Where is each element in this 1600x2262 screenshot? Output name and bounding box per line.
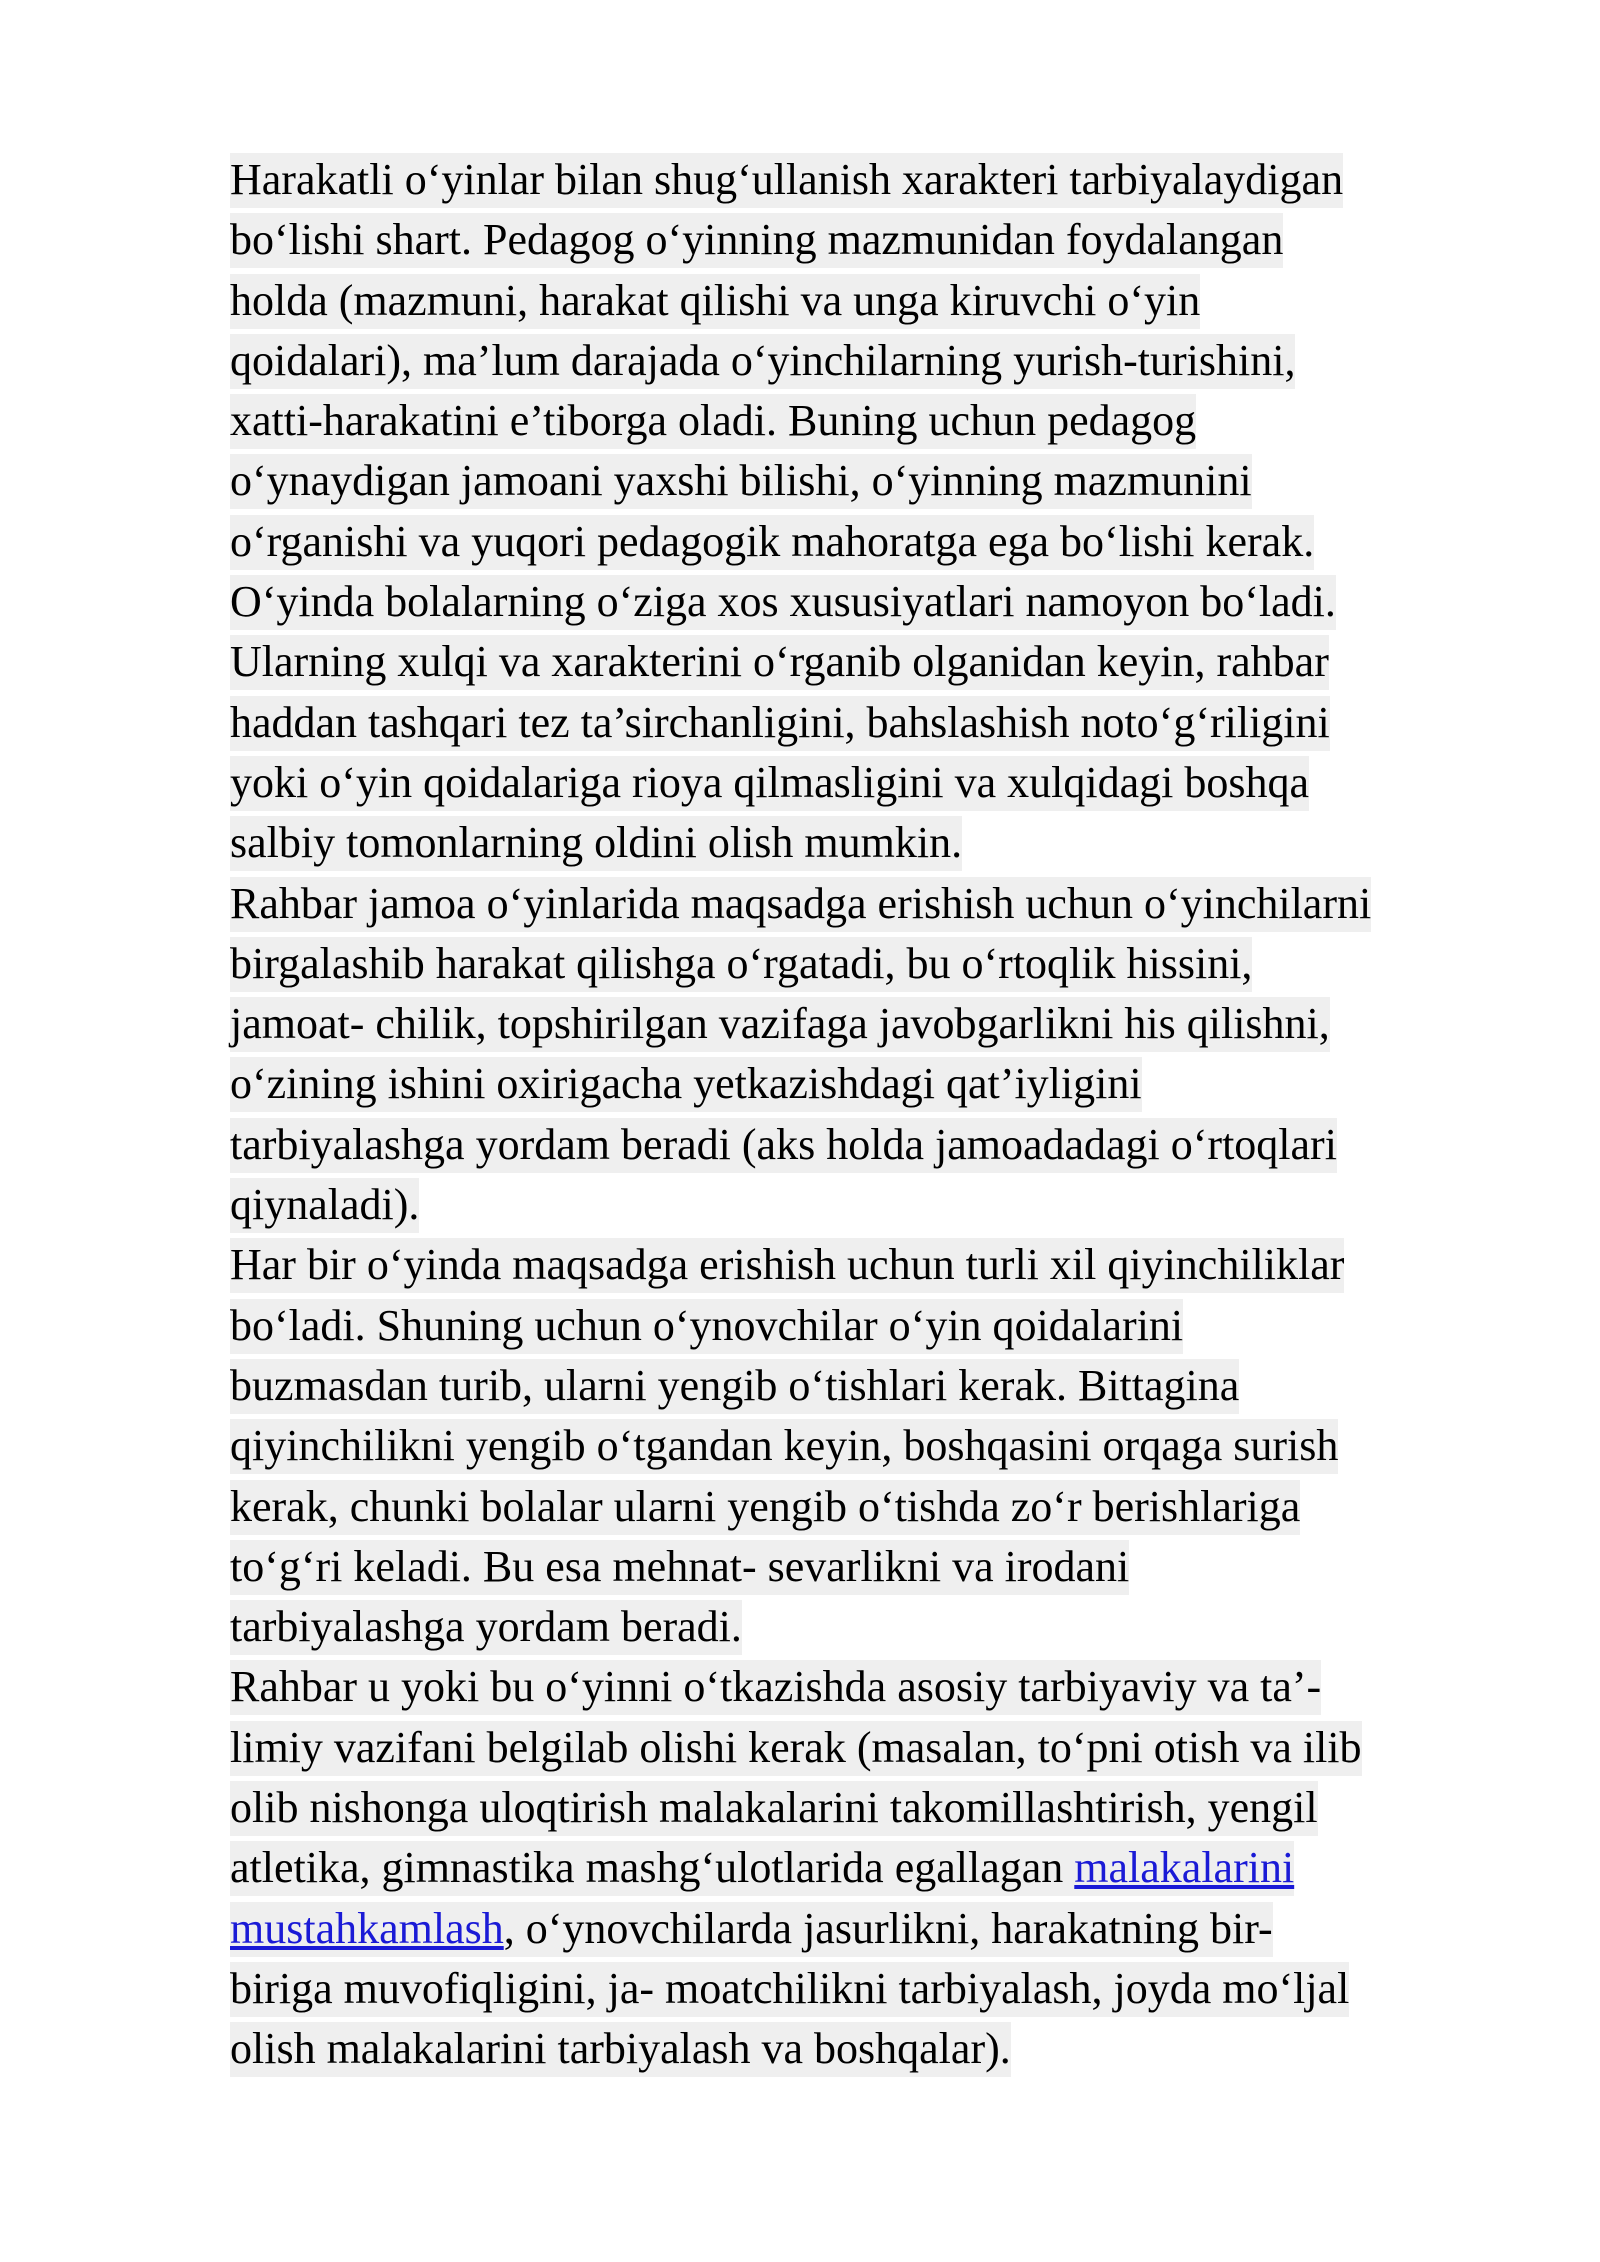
text-line: birgalashib harakat qilishga o‘rgatadi, bu o‘rtoqlik hissini, [230, 934, 1530, 994]
text-line: biriga muvofiqligini, ja- moatchilikni tarbiyalash, joyda mo‘ljal [230, 1959, 1530, 2019]
text-line: haddan tashqari tez ta’sirchanligini, bahslashish noto‘g‘riligini [230, 693, 1530, 753]
text-line: qiyinchilikni yengib o‘tgandan keyin, boshqasini orqaga surish [230, 1416, 1530, 1476]
text-line: bo‘ladi. Shuning uchun o‘ynovchilar o‘yin qoidalarini [230, 1296, 1530, 1356]
text-line: to‘g‘ri keladi. Bu esa mehnat- sevarlikni va irodani [230, 1537, 1530, 1597]
text-line: bo‘lishi shart. Pedagog o‘yinning mazmunidan foydalangan [230, 210, 1530, 270]
text-line: o‘rganishi va yuqori pedagogik mahoratga ega bo‘lishi kerak. [230, 512, 1530, 572]
text-line: buzmasdan turib, ularni yengib o‘tishlari kerak. Bittagina [230, 1356, 1530, 1416]
text-line: salbiy tomonlarning oldini olish mumkin. [230, 813, 1530, 873]
text-line: Ularning xulqi va xarakterini o‘rganib olganidan keyin, rahbar [230, 632, 1530, 692]
text-line: Har bir o‘yinda maqsadga erishish uchun turli xil qiyinchiliklar [230, 1235, 1530, 1295]
text-line: limiy vazifani belgilab olishi kerak (masalan, to‘pni otish va ilib [230, 1718, 1530, 1778]
text-line: kerak, chunki bolalar ularni yengib o‘tishda zo‘r berishlariga [230, 1477, 1530, 1537]
text-line: olib nishonga uloqtirish malakalarini takomillashtirish, yengil [230, 1778, 1530, 1838]
text-line: Harakatli o‘yinlar bilan shug‘ullanish xarakteri tarbiyalaydigan [230, 150, 1530, 210]
text-line [230, 1838, 1530, 1898]
text-line: o‘ynaydigan jamoani yaxshi bilishi, o‘yinning mazmunini [230, 451, 1530, 511]
text-line: holda (mazmuni, harakat qilishi va unga kiruvchi o‘yin [230, 271, 1530, 331]
text-line: Rahbar u yoki bu o‘yinni o‘tkazishda asosiy tarbiyaviy va ta’- [230, 1657, 1530, 1717]
text-line [230, 1899, 1530, 1959]
link-malakalarini[interactable]: malakalarini [1074, 1843, 1295, 1893]
text-segment: , o‘ynovchilarda jasurlikni, harakatning bir- [503, 1903, 1273, 1953]
text-segment: atletika, gimnastika mashg‘ulotlarida egallagan [230, 1843, 1075, 1893]
text-line: yoki o‘yin qoidalariga rioya qilmasligini va xulqidagi boshqa [230, 753, 1530, 813]
text-line: o‘zining ishini oxirigacha yetkazishdagi qat’iyligini [230, 1054, 1530, 1114]
text-line: qiynaladi). [230, 1175, 1530, 1235]
text-line: Rahbar jamoa o‘yinlarida maqsadga erishish uchun o‘yinchilarni [230, 874, 1530, 934]
body-text [230, 150, 1530, 2080]
link-mustahkamlash[interactable]: mustahkamlash [230, 1903, 504, 1953]
text-line: xatti-harakatini e’tiborga oladi. Buning uchun pedagog [230, 391, 1530, 451]
text-line: qoidalari), ma’lum darajada o‘yinchilarning yurish-turishini, [230, 331, 1530, 391]
text-line: tarbiyalashga yordam beradi (aks holda jamoadadagi o‘rtoqlari [230, 1115, 1530, 1175]
text-line: olish malakalarini tarbiyalash va boshqalar). [230, 2019, 1530, 2079]
text-line: tarbiyalashga yordam beradi. [230, 1597, 1530, 1657]
text-line: jamoat- chilik, topshirilgan vazifaga javobgarlikni his qilishni, [230, 994, 1530, 1054]
text-line: O‘yinda bolalarning o‘ziga xos xususiyatlari namoyon bo‘ladi. [230, 572, 1530, 632]
